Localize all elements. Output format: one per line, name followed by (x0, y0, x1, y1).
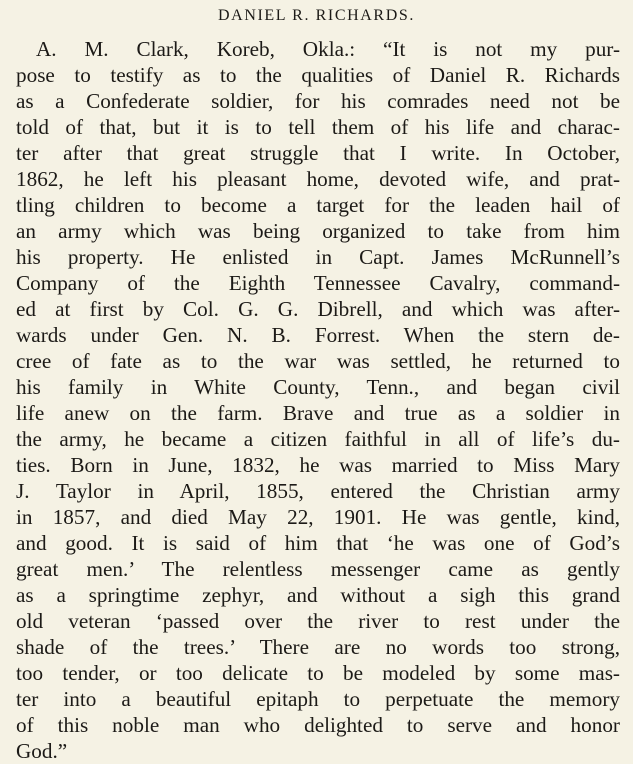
text-line: his family in White County, Tenn., and began civil (16, 375, 620, 399)
text-line: told of that, but it is to tell them of his life and charac- (16, 115, 620, 139)
text-line: shade of the trees.’ There are no words too strong, (16, 635, 620, 659)
text-line: his property. He enlisted in Capt. James McRunnell’s (16, 245, 620, 269)
text-line: tling children to become a target for the leaden hail of (16, 193, 620, 217)
text-line: Company of the Eighth Tennessee Cavalry, command- (16, 271, 620, 295)
text-line: great men.’ The relentless messenger came as gently (16, 557, 620, 581)
text-line: ed at first by Col. G. G. Dibrell, and which was after- (16, 297, 620, 321)
text-line: old veteran ‘passed over the river to rest under the (16, 609, 620, 633)
text-line: J. Taylor in April, 1855, entered the Christian army (16, 479, 620, 503)
text-line: an army which was being organized to take from him (16, 219, 620, 243)
text-line: as a springtime zephyr, and without a sigh this grand (16, 583, 620, 607)
text-line: ter after that great struggle that I write. In October, (16, 141, 620, 165)
text-line: ter into a beautiful epitaph to perpetuate the memory (16, 687, 620, 711)
article-body (16, 36, 620, 764)
article-heading: DANIEL R. RICHARDS. (218, 7, 415, 24)
text-line: pose to testify as to the qualities of Daniel R. Richards (16, 63, 620, 87)
text-line: 1862, he left his pleasant home, devoted wife, and prat- (16, 167, 620, 191)
text-line: of this noble man who delighted to serve and honor (16, 713, 620, 737)
text-line: life anew on the farm. Brave and true as a soldier in (16, 401, 620, 425)
text-line: and good. It is said of him that ‘he was one of God’s (16, 531, 620, 555)
text-line: ties. Born in June, 1832, he was married to Miss Mary (16, 453, 620, 477)
text-line: in 1857, and died May 22, 1901. He was gentle, kind, (16, 505, 620, 529)
text-line: A. M. Clark, Koreb, Okla.: “It is not my pur- (36, 37, 620, 61)
text-line: cree of fate as to the war was settled, he returned to (16, 349, 620, 373)
text-line: the army, he became a citizen faithful in all of life’s du- (16, 427, 620, 451)
text-line: wards under Gen. N. B. Forrest. When the stern de- (16, 323, 620, 347)
text-line: too tender, or too delicate to be modeled by some mas- (16, 661, 620, 685)
text-line: as a Confederate soldier, for his comrades need not be (16, 89, 620, 113)
text-line: God.” (16, 739, 68, 763)
